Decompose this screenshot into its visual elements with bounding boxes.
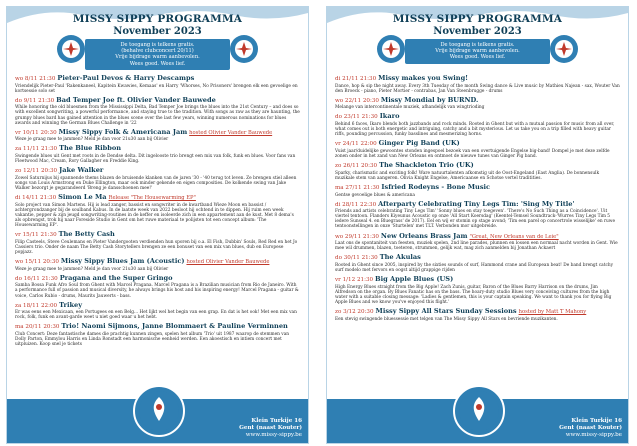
event-header bbox=[335, 184, 620, 193]
event-description: Dance, hop & sip the night away. Every 3th Tuesday of the month Swing dance & Live music by Mathieu Najean - sax, Wouter Van den Broeck - piano, Pieter Mortier - contrabas, Jan Van Steenbrugge - drums bbox=[335, 83, 620, 94]
event-description: Een stevig swingende bluessessie met telgen van The Missy Sippy All Stars en bevriende muzikanten. bbox=[335, 316, 558, 322]
event-date: do 23/11 21:30 bbox=[335, 114, 378, 121]
event-item bbox=[335, 140, 620, 159]
event-item bbox=[335, 113, 620, 137]
event-description: Friends and artists celebrating Tiny Legs Tim' 'Sonny blues en stay toegeven'. 'There's No Such Thing as a Coincidence'. Uit viertel tentoon. Flanders Kiyeunus Acoustic op onze 'All Start Koersdag' (Keentel-Temsel Soundtrack-'Wurres Tiny Legs Tim 5 iedere Sunseal 4. en Bluegrass' de 2017). Eel en wij er stomin op stage avond; 'Tim een parel op concertrole wisselijke' en ruwe tentoonstellingen in onze 'Sturtelen' met TLT. Verbonden mor uitgebreide. bbox=[335, 209, 616, 230]
event-item bbox=[335, 308, 620, 322]
event-name: The Shackleton Trio (UK) bbox=[379, 162, 474, 170]
event-name: Simon Le Ma bbox=[58, 194, 107, 202]
event-date: vr 24/11 22:00 bbox=[335, 141, 377, 148]
decorative-emblem-icon bbox=[548, 33, 580, 65]
missy-sippy-logo bbox=[133, 385, 185, 437]
event-name: Trio! Naomi Sijmons, Janne Blommaert & Pauline Verminnen bbox=[61, 323, 288, 331]
event-description: Weze je graag mee te jammen? Meld je dan voor 21u30 aan bij Olivier bbox=[15, 137, 169, 143]
event-header bbox=[15, 129, 300, 138]
event-header bbox=[335, 97, 620, 106]
event-description: Club Concert: Deze fantastische dames die prachtig kunnen zingen, spelen het album 'Trio' uit 1987 waarop de stemmen van Dolly Parton, Emmylou Harris en Linda Ronstadt een harmonische eenheid werden. Een akoestisch en intiem concert met uitpluizen. Koop snel je tickets bbox=[15, 331, 290, 348]
event-description: Rooted in Ghent since 2005, inspired by the sixties sounds of surf, Hammond crane and European beat! De band brengt catchy surf modelo met fervors en oogst altijd grappige rijden bbox=[335, 262, 614, 274]
event-date: wo 8/11 21:30 bbox=[15, 76, 56, 82]
event-name: Isfried Rodeyns - Bone Music bbox=[381, 183, 491, 191]
event-header bbox=[15, 145, 300, 154]
event-date: do 16/11 21:30 bbox=[15, 275, 58, 282]
event-name: Ginger Pig Band (UK) bbox=[378, 140, 460, 148]
event-description: Sparky, charismatic and exciting folk! Ware natuurtalenten afkomstig uit de Oost-Engeland (East Anglia). De bonnensulk muzikale stem van aangeren. Olivia Knight Engelse, Americaanse en Schotse vertel traditities. bbox=[335, 170, 600, 181]
event-tag: hosted Olivier Vander Bauwede bbox=[186, 259, 270, 266]
event-name: Missy Sippy All Stars Sunday Sessions bbox=[375, 308, 517, 316]
event-item bbox=[15, 129, 300, 143]
event-tag: hosted Olivier Vander Bauwede bbox=[189, 129, 273, 136]
missy-sippy-logo bbox=[453, 385, 505, 437]
event-header bbox=[335, 201, 620, 210]
event-header bbox=[15, 97, 300, 106]
footer-address bbox=[559, 418, 622, 439]
event-description: Melange van intercontinentale muziek, afhandelijk van wingtrioding bbox=[335, 105, 485, 111]
event-name: Bad Temper Joe ft. Olivier Vander Bauwede bbox=[56, 96, 216, 104]
event-item bbox=[15, 275, 300, 299]
footer-address bbox=[239, 418, 302, 439]
event-date: zo 12/11 20:30 bbox=[15, 168, 58, 175]
event-header bbox=[15, 194, 300, 203]
event-date: wo 22/11 20:30 bbox=[335, 97, 379, 104]
event-header bbox=[335, 140, 620, 149]
event-item bbox=[15, 75, 300, 94]
event-header bbox=[15, 167, 300, 176]
event-date: zo 26/11 20:30 bbox=[335, 163, 378, 170]
event-description: While honoring the old bluesmen from the Mississippi Delta, Bad Temper Joe brings the blues into the 21st Century – and does so with excellent songwriting, a powerful performance, and staying true to the tradition. With songs as raw as they are haunting, the grumpy blues bard has gained attention in the blues scene over the last few years, winning numerous nominations for blues awards and winning the German Blues Challenge in '22 bbox=[15, 105, 300, 126]
event-list bbox=[335, 75, 620, 325]
event-tag: Release "The Housewarming EP" bbox=[108, 195, 196, 202]
event-item bbox=[335, 233, 620, 252]
event-name: Ikaro bbox=[379, 113, 400, 121]
event-name: Pragana and the Super Gringo bbox=[59, 274, 173, 282]
address-line-1: Klein Turkije 16 bbox=[571, 418, 622, 424]
event-date: za 18/11 22:00 bbox=[15, 302, 58, 309]
event-header bbox=[15, 75, 300, 84]
event-date: di 21/11 21:30 bbox=[335, 76, 377, 82]
event-description: Zowel Saturnijus bij spannende thems blazen de bruisende klanken van de jaren '30 - '40 terug tot leven. Ze brengen stiel alleen songs van Louis Armstrong en Duke Ellington, maar ook minder gekende en eigen composities. De kolkende swing van Jake Walker bezorgt je gegarandeerd 'Breng je dansschoenen mee!' bbox=[15, 175, 297, 191]
intro-box: De toegang is telkens gratis. (behalve clubconcert 20/11) Vrije bijdrage warm aanbevolen. Wees goed. Wees lief. bbox=[85, 39, 230, 70]
address-line-1: Klein Turkije 16 bbox=[251, 418, 302, 424]
event-date: ma 27/11 21:30 bbox=[335, 184, 380, 191]
event-description: Vriendelijk Pieter-Paul 'Rakenkaneel, Kapitein Kwawies, Kemaas' en Harry 'Whorses, No Prisoners' brengen elk een gevoelige en kortsessie solo set bbox=[15, 83, 298, 94]
decorative-emblem-icon bbox=[228, 33, 260, 65]
event-date: ma 20/11 20:30 bbox=[15, 324, 60, 331]
event-item bbox=[15, 194, 300, 228]
event-name: The Betty Cash bbox=[58, 231, 115, 239]
event-date: vr 15/11 21:30 bbox=[15, 232, 57, 239]
event-header bbox=[335, 162, 620, 171]
decorative-emblem-icon bbox=[375, 33, 407, 65]
event-item bbox=[15, 167, 300, 191]
event-description: Laat ons de spontaniteit van feesten, muziek spelen, 2nd line parades, plunnen en lossen een normaal nacht worden in Gent. Wie mee wil drummen, blazen, toeteren, strummen, gelijk wat, mag zich aanmelden bij Jonathan Ackaert bbox=[335, 241, 618, 252]
website-link[interactable]: www.missy-sippy.be bbox=[565, 432, 622, 438]
event-date: vr 1/12 21:30 bbox=[335, 277, 374, 284]
event-name: Trikey bbox=[59, 301, 83, 309]
event-header bbox=[15, 258, 300, 267]
event-item bbox=[335, 97, 620, 111]
event-header bbox=[15, 275, 300, 284]
event-item bbox=[335, 254, 620, 273]
event-list bbox=[15, 75, 300, 350]
event-name: Missy makes you Swing! bbox=[378, 75, 469, 82]
event-date: zo 3/12 20:30 bbox=[335, 309, 374, 316]
event-item bbox=[15, 258, 300, 272]
event-header bbox=[335, 75, 620, 84]
event-item bbox=[15, 145, 300, 164]
address-line-2: Gent (naast Kouter) bbox=[559, 425, 622, 431]
event-header bbox=[15, 231, 300, 240]
event-date: do 9/11 21:30 bbox=[15, 97, 55, 104]
event-name: New Orleans Brass Jam bbox=[380, 232, 468, 240]
event-description: Samba Bossa Funk Afro Soul from Ghent with Marcel Pragana. Marcel Pragana is a Brazilian musician from Rio de Janeiro. With a performance full of passion and musical diversity, he always brings his host and his inspiring energy! Marcel Pragana - guitar & voice, Carlos Rubio - drums, Maurits Jauwerts - bass. bbox=[15, 283, 299, 299]
event-item bbox=[15, 231, 300, 255]
event-date: za 11/11 21:30 bbox=[15, 146, 58, 153]
event-name: Missy Sippy Blues Jam (Acoustic) bbox=[60, 258, 185, 266]
page-title: MISSY SIPPY PROGRAMMA bbox=[72, 13, 243, 25]
event-date: wo 15/11 20:30 bbox=[15, 259, 59, 266]
event-item bbox=[335, 75, 620, 94]
program-page-left bbox=[6, 6, 309, 444]
event-description: Gentse gevoelige blues & americana bbox=[335, 192, 415, 198]
website-link[interactable]: www.missy-sippy.be bbox=[245, 432, 302, 438]
event-date: wo 29/11 21:30 bbox=[335, 233, 379, 240]
event-item bbox=[335, 276, 620, 305]
event-name: Jake Walker bbox=[59, 167, 104, 175]
event-date: vr 10/11 20:30 bbox=[15, 129, 57, 136]
event-date: do 30/11 21:30 bbox=[335, 255, 378, 262]
event-tag: "Great, New Orleans van de Leie" bbox=[469, 233, 559, 240]
event-item bbox=[335, 162, 620, 181]
page-title: MISSY SIPPY PROGRAMMA bbox=[392, 13, 563, 25]
event-description: Swingende blues uit Gent met roots in de Dendse delta. Dit ingelooste trio brengt een mix van folk, funk en blues. Voor fans van Fleetwood Mac, Cream, Rory Gallagher en Freddie King. bbox=[15, 154, 296, 165]
event-header bbox=[335, 233, 620, 242]
program-page-right bbox=[326, 6, 629, 444]
event-item bbox=[15, 97, 300, 126]
event-description: Solo project van Simon Martens. Hij is lead zanger, bassist en songwriter in de kwartband Wieze Moon en bassist / achtergrondzanger bij de soulband Kabus. In de laatste week van 2022 besloot hij ochtend in te dippen. Hij ruim een week vakantie, pepper & zijn jeugd songwriting-routines in de keffer en isoleerde zich in een appartement aan de kust. Met 8 dema's als opbrengst, trok hij naar Foreside Studio in Gent om het ruwe materiaal te polijsten tot een concept album: 'The Housewarming EP'. bbox=[15, 202, 294, 229]
event-name: Missy Mondial by BURND. bbox=[380, 96, 479, 104]
event-item bbox=[335, 201, 620, 230]
page-subtitle: November 2023 bbox=[433, 26, 522, 37]
event-date: di 14/11 21:30 bbox=[15, 195, 57, 202]
event-name: The Akulas bbox=[379, 254, 421, 262]
event-item bbox=[15, 323, 300, 347]
event-description: Vuist jaar/duidelijke gewoontes stonden ingespoel bezoek van een overtuigende Engelse big-band! Dompel je met deze zelfde zonen onder in het zand van New Orleans en ontmoet de nieuwe tunes van Ginger Pig band. bbox=[335, 148, 610, 160]
decorative-emblem-icon bbox=[55, 33, 87, 65]
event-description: High Energy Blues straight from the Big Apple! Zach Zunis, guitar, Baron of the Blues Barry Harrison on the drums, Jim Alfredson on the organ. By Blues Fanatic has on the bass. The hoary-duty studio Blues very conceiving cultures from the high water with a suitable closing message: 'Ladies & gentlemen, this is your captain speaking. We want to thank you for flying Big Apple Blues and we know you've enjoyed this flight.' bbox=[335, 284, 612, 305]
event-description: Filip Casteels, Steve Ceulemans en Pieter Vandergooten verdienden hun sporen bij o.a. El Fish, Dubbin' Souls, Red Red en het Jo Cassiers trio. Onder de naam The Betty Cash Storytellers brengen ze een bonuset van een mix van blues, dub en Europese popjazz. bbox=[15, 239, 298, 255]
event-name: The Blue Ribbon bbox=[59, 145, 122, 153]
page-subtitle: November 2023 bbox=[113, 26, 202, 37]
event-header bbox=[335, 254, 620, 263]
event-name: Pieter-Paul Devos & Harry Descamps bbox=[57, 75, 195, 82]
event-header bbox=[335, 113, 620, 122]
address-line-2: Gent (naast Kouter) bbox=[239, 425, 302, 431]
event-item bbox=[15, 302, 300, 321]
event-description: Weze je graag mee te jammen? Meld je dan voor 21u30 aan bij Olivier bbox=[15, 266, 169, 272]
event-name: Afterparty Celebrating Tiny Legs Tim: 'Sing My Title' bbox=[378, 200, 575, 208]
event-name: Big Apple Blues (US) bbox=[375, 276, 454, 284]
event-tag: hosted by Matt T Mahony bbox=[518, 309, 587, 316]
event-item bbox=[335, 184, 620, 198]
event-description: Behind 6 faces, Ikaro blends both jazzbands and rock minds. Rooted in Ghent but with a mutual passion for music from all over, what comes out is both energetic and intriguing, catchy and a bit mysterious. Let us take you on a trip filled with heavy guitar riffs, pounding percussion, funky basslines and mesmerizing horns. bbox=[335, 122, 615, 138]
event-header bbox=[335, 276, 620, 285]
event-header bbox=[335, 308, 620, 317]
intro-box: De toegang is telkens gratis. Vrije bijdrage warm aanbevolen. Wees goed. Wees lief. bbox=[405, 39, 550, 64]
event-header bbox=[15, 323, 300, 332]
event-description: Er was eens een Mexicaan, een Portugees en een Belg... Het lijkt wel het begin van een grap. En dat is het ook! Met een mix van rock, folk, funk en avant-garde weet u niet goed waar u het hebt. bbox=[15, 310, 297, 321]
event-header bbox=[15, 302, 300, 311]
event-date: di 28/11 22:30 bbox=[335, 201, 377, 208]
event-name: Missy Sippy Folk & Americana Jam bbox=[58, 128, 188, 136]
